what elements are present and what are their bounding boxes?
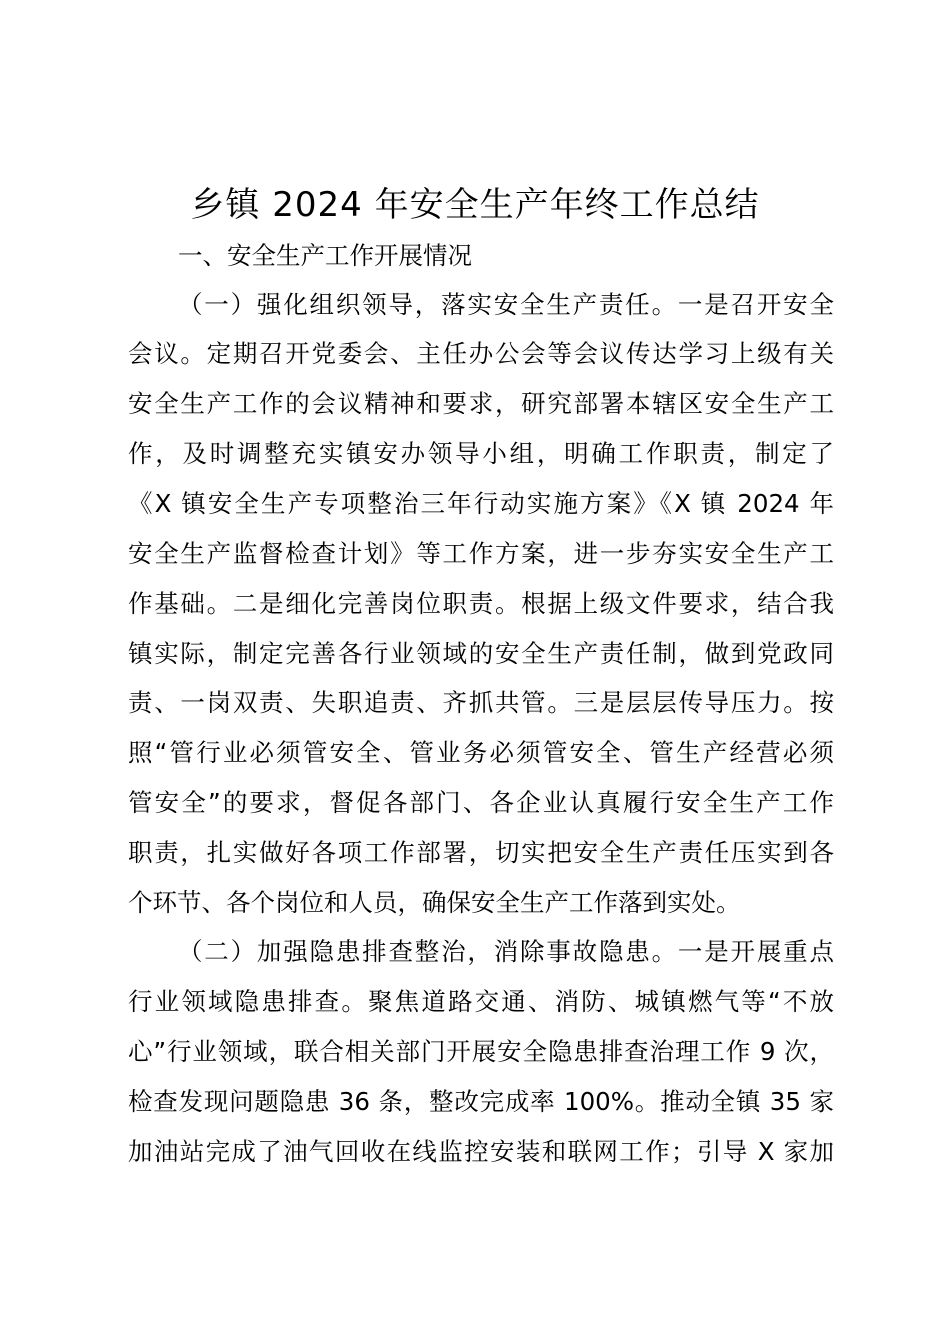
- document-title: 乡镇 2024 年安全生产年终工作总结: [190, 185, 760, 225]
- paragraph-line: 管安全”的要求，督促各部门、各企业认真履行安全生产工作: [128, 788, 834, 817]
- paragraph-line: 行业领域隐患排查。聚焦道路交通、消防、城镇燃气等“不放: [128, 987, 834, 1016]
- paragraph-line: 加油站完成了油气回收在线监控安装和联网工作；引导 X 家加: [128, 1137, 834, 1166]
- paragraph-line: 照“管行业必须管安全、管业务必须管安全、管生产经营必须: [128, 738, 834, 767]
- paragraph-line: 会议。定期召开党委会、主任办公会等会议传达学习上级有关: [128, 339, 834, 368]
- paragraph-line: 安全生产监督检查计划》等工作方案，进一步夯实安全生产工: [128, 539, 834, 568]
- paragraph-line: 心”行业领域，联合相关部门开展安全隐患排查治理工作 9 次，: [128, 1037, 834, 1066]
- paragraph-line: 镇实际，制定完善各行业领域的安全生产责任制，做到党政同: [128, 639, 834, 668]
- paragraph-line: 责、一岗双责、失职追责、齐抓共管。三是层层传导压力。按: [128, 688, 834, 717]
- paragraph-line: 作基础。二是细化完善岗位职责。根据上级文件要求，结合我: [128, 589, 834, 618]
- paragraph-line: 安全生产工作的会议精神和要求，研究部署本辖区安全生产工: [128, 389, 834, 418]
- paragraph-line: 检查发现问题隐患 36 条，整改完成率 100%。推动全镇 35 家: [128, 1087, 834, 1116]
- paragraph-line: （二）加强隐患排查整治，消除事故隐患。一是开展重点: [178, 937, 834, 966]
- paragraph-line: 《X 镇安全生产专项整治三年行动实施方案》《X 镇 2024 年: [128, 489, 834, 518]
- paragraph-line: （一）强化组织领导，落实安全生产责任。一是召开安全: [178, 290, 834, 319]
- paragraph-line: 职责，扎实做好各项工作部署，切实把安全生产责任压实到各: [128, 838, 834, 867]
- paragraph-line: 作，及时调整充实镇安办领导小组，明确工作职责，制定了: [128, 439, 834, 468]
- section-heading: 一、安全生产工作开展情况: [178, 241, 472, 270]
- paragraph-line: 个环节、各个岗位和人员，确保安全生产工作落到实处。: [128, 888, 741, 917]
